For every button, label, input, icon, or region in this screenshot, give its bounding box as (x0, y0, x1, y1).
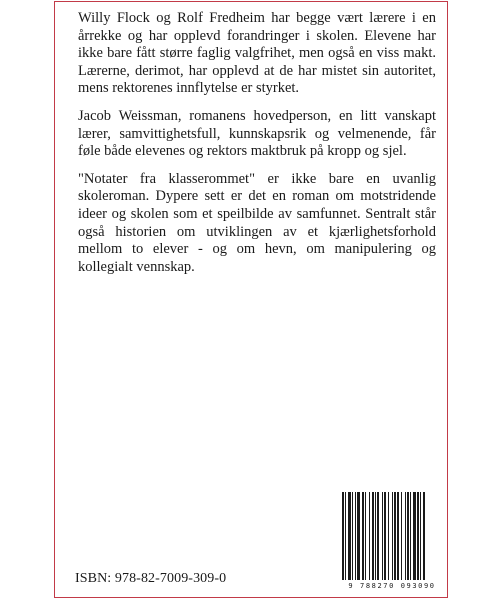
isbn-label: ISBN: 978-82-7009-309-0 (75, 571, 227, 586)
back-cover (54, 1, 448, 598)
blurb-paragraph-1: Willy Flock og Rolf Fredheim har begge vært lærere i en årrekke og har opplevd forandringer i skolen. Elevene har ikke bare fått større faglig valgfrihet, men også en viss makt. Lærerne, derimot, har opplevd at de har mistet sin autoritet, mens rektorenes innflytelse er styrket. (78, 10, 436, 97)
barcode-bar (355, 492, 356, 580)
barcode-bar (342, 492, 344, 580)
blurb-paragraph-3: "Notater fra klasserommet" er ikke bare en uvanlig skoleroman. Dypere sett er det en roman om motstridende ideer og skolen som et speilbilde av samfunnet. Sentralt står også historien om utviklingen av et kjærlighetsforhold mellom to elever - og om hevn, om manipulering og kollegialt vennskap. (78, 170, 436, 275)
barcode-bar (410, 492, 411, 580)
barcode-bar (352, 492, 353, 580)
barcode-digits: 9 788270 093090 (348, 582, 436, 590)
barcode-bar (407, 492, 409, 580)
barcode-bar (348, 492, 351, 580)
barcode-bar (377, 492, 379, 580)
barcode-bar (382, 492, 383, 580)
barcode (336, 492, 448, 594)
barcode-bar (357, 492, 360, 580)
barcode-bar (417, 492, 419, 580)
barcode-bar (345, 492, 346, 580)
blurb-paragraph-2: Jacob Weissman, romanens hovedperson, en litt vanskapt lærer, samvittighetsfull, kunnskapsrik og velmenende, får føle både elevenes og rektors maktbruk på kropp og sjel. (78, 107, 436, 160)
barcode-bar (369, 492, 370, 580)
barcode-bar (365, 492, 366, 580)
barcode-bar (372, 492, 374, 580)
barcode-bar (401, 492, 402, 580)
barcode-bar (420, 492, 421, 580)
barcode-bar (397, 492, 399, 580)
barcode-bar (413, 492, 416, 580)
barcode-bar (388, 492, 389, 580)
barcode-bar (392, 492, 393, 580)
blurb-text (78, 10, 436, 286)
barcode-bar (423, 492, 425, 580)
barcode-bar (405, 492, 406, 580)
barcode-bars (336, 492, 448, 582)
barcode-bar (375, 492, 376, 580)
barcode-bar (384, 492, 386, 580)
barcode-bar (362, 492, 364, 580)
barcode-bar (394, 492, 396, 580)
